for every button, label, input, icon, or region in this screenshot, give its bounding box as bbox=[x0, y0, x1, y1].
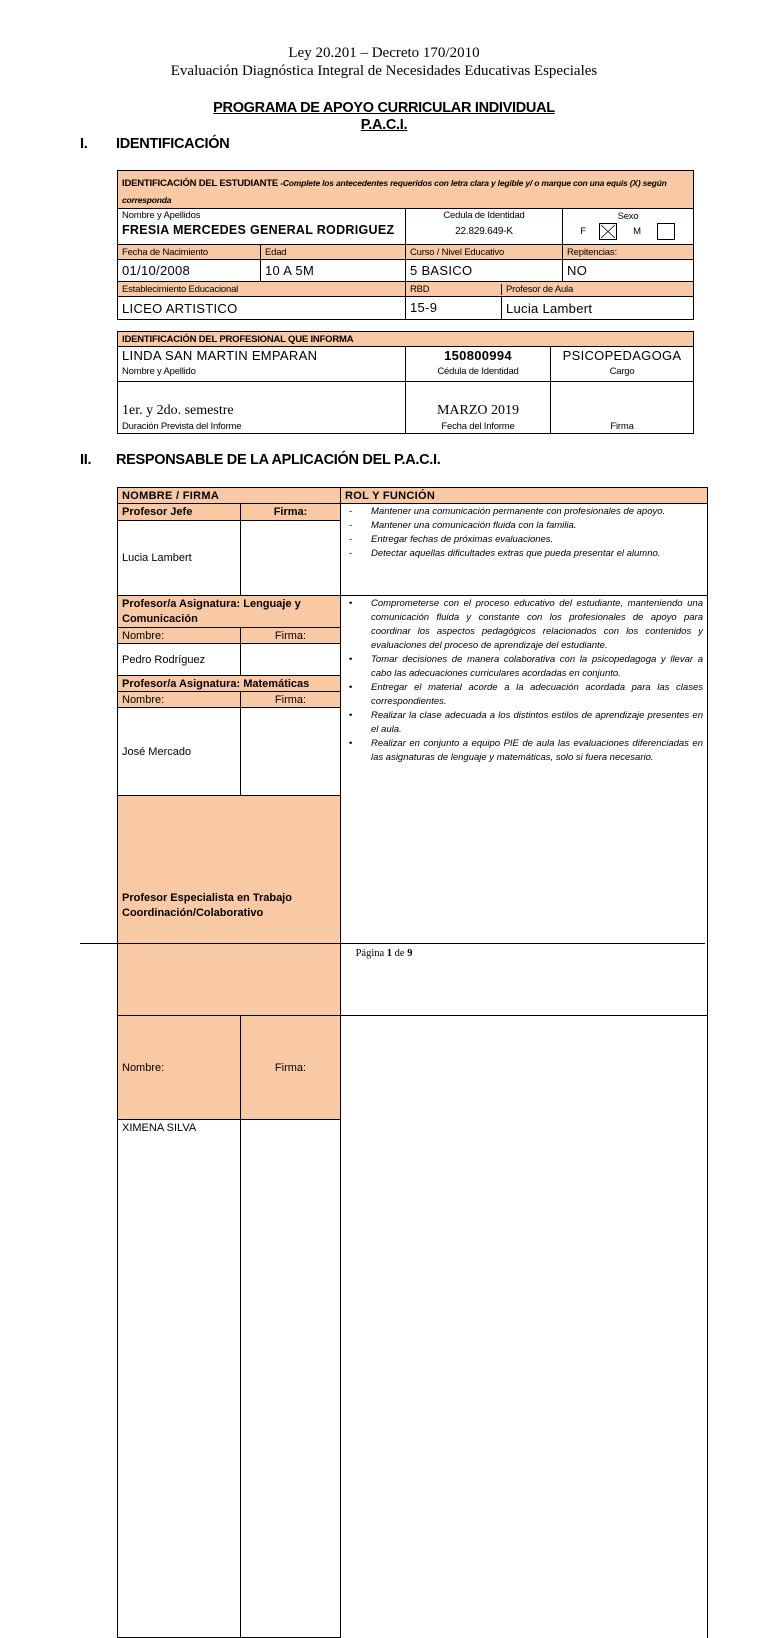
section-identification-heading bbox=[80, 136, 229, 152]
school-label: Establecimiento Educacional bbox=[118, 282, 406, 297]
asignatura-roles-list bbox=[345, 597, 703, 765]
student-identification-table bbox=[117, 170, 694, 320]
responsible-table bbox=[117, 487, 708, 1638]
sex-f-label: F bbox=[580, 226, 586, 237]
especialista-name: XIMENA SILVA bbox=[118, 1119, 241, 1637]
lenguaje-firma-label: Firma: bbox=[241, 628, 341, 644]
report-date-label: Fecha del Informe bbox=[441, 421, 515, 432]
student-age: 10 A 5M bbox=[261, 260, 406, 282]
student-name: FRESIA MERCEDES GENERAL RODRIGUEZ bbox=[122, 223, 395, 237]
duration-value: 1er. y 2do. semestre bbox=[122, 403, 234, 418]
student-id: 22.829.649-K bbox=[455, 226, 513, 237]
school-name: LICEO ARTISTICO bbox=[118, 297, 406, 320]
age-label: Edad bbox=[261, 245, 406, 260]
jefe-firma-label: Firma: bbox=[241, 504, 341, 521]
header-law: Ley 20.201 – Decreto 170/2010 bbox=[288, 45, 480, 61]
teacher-name: Lucia Lambert bbox=[506, 300, 593, 316]
teacher-label: Profesor de Aula bbox=[506, 283, 574, 295]
rbd-label: RBD bbox=[406, 284, 502, 295]
student-id-label: Cedula de Identidad bbox=[443, 210, 525, 221]
role-item: • Realizar en conjunto a equipo PIE de aula las evaluaciones diferenciadas en las asignaturas de lenguaje y matemáticas, solo si fuera necesario. bbox=[345, 737, 703, 765]
student-header bbox=[118, 171, 694, 209]
role-item: • Entregar el material acorde a la adecuación acordada para las clases correspondientes. bbox=[345, 681, 703, 709]
repeat-label: Repitencias: bbox=[563, 245, 694, 260]
rbd-value: 15-9 bbox=[406, 297, 502, 319]
section-number: II. bbox=[80, 452, 92, 468]
rbd-teacher-cell bbox=[406, 297, 694, 320]
lenguaje-signature[interactable] bbox=[241, 644, 341, 676]
professional-name: LINDA SAN MARTIN EMPARAN bbox=[122, 348, 318, 363]
col-name-header: NOMBRE / FIRMA bbox=[118, 488, 341, 504]
report-date: MARZO 2019 bbox=[436, 403, 520, 418]
program-title bbox=[0, 100, 768, 134]
role-item: - Mantener una comunicación fluida con la familia. bbox=[345, 519, 703, 533]
matematicas-signature[interactable] bbox=[241, 708, 341, 796]
especialista-firma-label: Firma: bbox=[241, 1016, 341, 1120]
lenguaje-nombre-label: Nombre: bbox=[118, 628, 241, 644]
role-item: - Detectar aquellas dificultades extras que pueda presentar el alumno. bbox=[345, 547, 703, 561]
footer-page-number: 1 bbox=[386, 948, 393, 959]
student-sex-cell bbox=[563, 209, 694, 245]
program-title-text: PROGRAMA DE APOYO CURRICULAR INDIVIDUAL bbox=[213, 100, 555, 116]
section-title: RESPONSABLE DE LA APLICACIÓN DEL P.A.C.I. bbox=[116, 452, 441, 468]
professional-id-label: Cédula de Identidad bbox=[437, 366, 519, 377]
col-role-header: ROL Y FUNCIÓN bbox=[341, 488, 708, 504]
matematicas-firma-label: Firma: bbox=[241, 692, 341, 708]
sex-label: Sexo bbox=[617, 211, 639, 222]
jefe-signature[interactable] bbox=[241, 521, 341, 596]
footer-page-total: 9 bbox=[407, 948, 413, 959]
footer-page-prefix: Página bbox=[355, 948, 387, 959]
especialista-title: Profesor Especialista en Trabajo Coordinación/Colaborativo bbox=[118, 796, 341, 1016]
sex-f-checkbox[interactable] bbox=[599, 223, 617, 240]
course-label: Curso / Nivel Educativo bbox=[406, 245, 563, 260]
jefe-roles-list bbox=[345, 505, 703, 561]
lenguaje-teacher-name: Pedro Rodríguez bbox=[118, 644, 241, 676]
report-date-cell bbox=[406, 382, 551, 434]
header-subtitle: Evaluación Diagnóstica Integral de Necesidades Educativas Especiales bbox=[170, 63, 598, 79]
rbd-teacher-label-cell bbox=[406, 282, 694, 297]
professional-id: 150800994 bbox=[444, 348, 512, 363]
role-item: • Comprometerse con el proceso educativo del estudiante, manteniendo una comunicación fluida y constante con los profesionales de apoyo para coordinar los aspectos pedagógicos relacionados con los contenidos y evaluaciones del proceso de aprendizaje del estudiante. bbox=[345, 597, 703, 653]
footer-page-mid: de bbox=[392, 948, 408, 959]
sex-m-checkbox[interactable] bbox=[657, 223, 675, 240]
jefe-name: Lucia Lambert bbox=[118, 521, 241, 596]
signature-cell[interactable] bbox=[551, 382, 694, 434]
sex-m-label: M bbox=[633, 226, 641, 237]
matematicas-title: Profesor/a Asignatura: Matemáticas bbox=[118, 676, 341, 692]
section-responsible-heading bbox=[80, 452, 440, 468]
section-number: I. bbox=[80, 136, 88, 152]
professional-header: IDENTIFICACIÓN DEL PROFESIONAL QUE INFORMA bbox=[118, 332, 694, 347]
student-header-note: -Complete los antecedentes requeridos con letra clara y legible y/ o marque con una equis (X) según corresponda bbox=[122, 178, 667, 205]
role-item: - Mantener una comunicación permanente con profesionales de apoyo. bbox=[345, 505, 703, 519]
page-footer bbox=[0, 948, 768, 959]
professional-role-cell bbox=[551, 347, 694, 382]
student-repeat: NO bbox=[563, 260, 694, 282]
matematicas-teacher-name: José Mercado bbox=[118, 708, 241, 796]
role-item: • Tomar decisiones de manera colaborativa con la psicopedagoga y llevar a cabo las adecuaciones curriculares acordadas en conjunto. bbox=[345, 653, 703, 681]
professional-id-cell bbox=[406, 347, 551, 382]
professional-role: PSICOPEDAGOGA bbox=[562, 348, 682, 363]
duration-label: Duración Prevista del Informe bbox=[122, 421, 242, 432]
professional-name-label: Nombre y Apellido bbox=[122, 366, 196, 377]
professional-name-cell bbox=[118, 347, 406, 382]
birth-label: Fecha de Nacimiento bbox=[118, 245, 261, 260]
program-acronym: P.A.C.I. bbox=[360, 117, 408, 133]
jefe-roles-cell bbox=[341, 504, 708, 596]
duration-cell bbox=[118, 382, 406, 434]
professional-identification-table bbox=[117, 331, 694, 434]
role-item: - Entregar fechas de próximas evaluaciones. bbox=[345, 533, 703, 547]
lenguaje-title: Profesor/a Asignatura: Lenguaje y Comunicación bbox=[118, 596, 341, 628]
student-id-cell bbox=[406, 209, 563, 245]
professional-role-label: Cargo bbox=[609, 366, 635, 377]
student-course: 5 BASICO bbox=[406, 260, 563, 282]
especialista-nombre-label: Nombre: bbox=[118, 1016, 241, 1120]
jefe-title: Profesor Jefe bbox=[118, 504, 241, 521]
student-name-label: Nombre y Apellidos bbox=[122, 210, 201, 221]
matematicas-nombre-label: Nombre: bbox=[118, 692, 241, 708]
section-title: IDENTIFICACIÓN bbox=[116, 136, 230, 152]
document-header bbox=[0, 44, 768, 80]
footer-divider bbox=[80, 943, 705, 944]
x-mark-icon bbox=[600, 224, 616, 239]
especialista-signature[interactable] bbox=[241, 1119, 341, 1637]
birth-date: 01/10/2008 bbox=[118, 260, 261, 282]
student-name-cell bbox=[118, 209, 406, 245]
role-item: • Realizar la clase adecuada a los distintos estilos de aprendizaje presentes en el aula. bbox=[345, 709, 703, 737]
student-header-title: IDENTIFICACIÓN DEL ESTUDIANTE bbox=[122, 178, 279, 189]
signature-label: Firma bbox=[610, 421, 634, 432]
